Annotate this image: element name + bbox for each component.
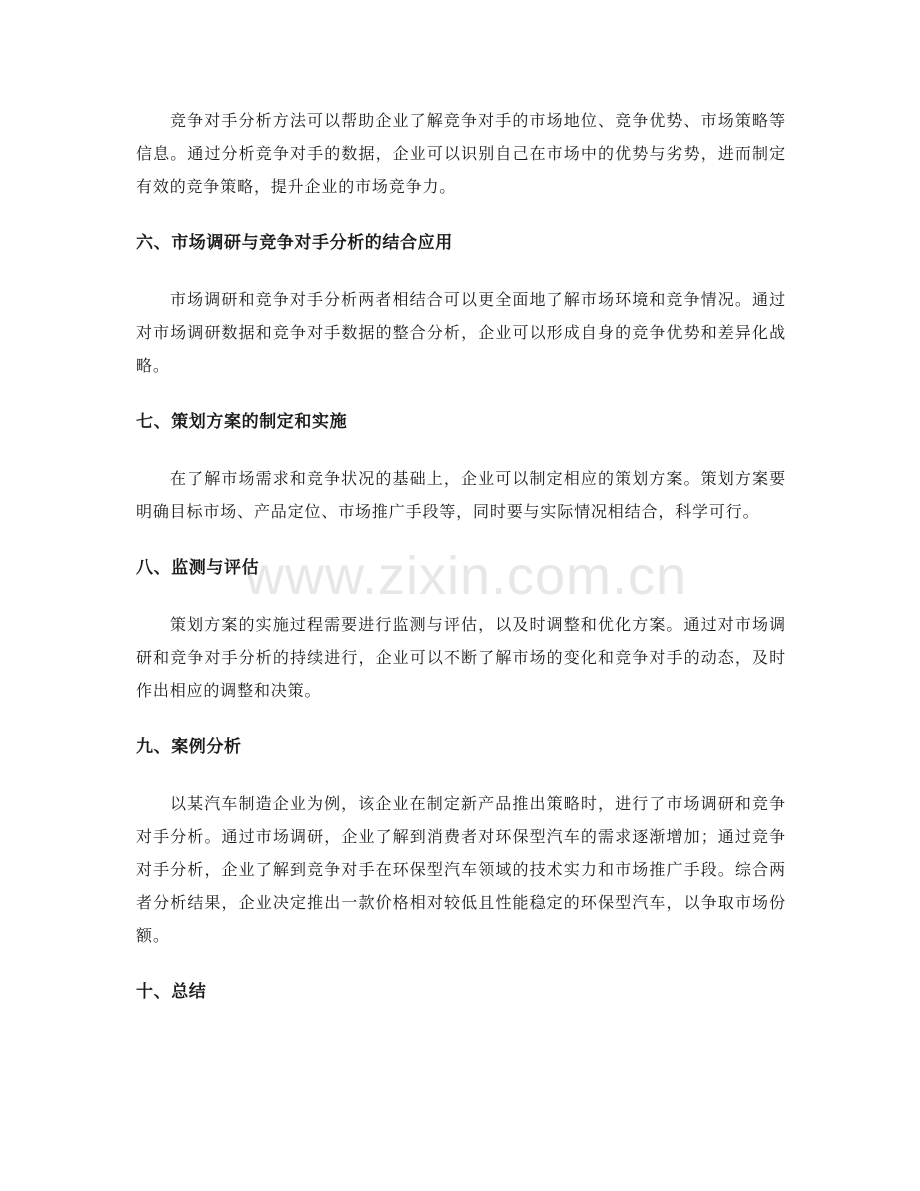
section-heading-7: 七、策划方案的制定和实施 (136, 412, 348, 432)
spacer (136, 585, 786, 608)
section-paragraph-7: 在了解市场需求和竞争状况的基础上，企业可以制定相应的策划方案。策划方案要明确目标市场、产品定位、市场推广手段等，同时要与实际情况相结合，科学可行。 (136, 469, 786, 521)
section-heading-8: 八、监测与评估 (136, 558, 260, 578)
spacer (136, 260, 786, 283)
watermark-text: www.zixin.com.cn (244, 546, 688, 606)
section-paragraph-8: 策划方案的实施过程需要进行监测与评估，以及时调整和优化方案。通过对市场调研和竞争对手分析的持续进行，企业可以不断了解市场的变化和竞争对手的动态，及时作出相应的调整和决策。 (136, 615, 786, 700)
section-paragraph-6: 市场调研和竞争对手分析两者相结合可以更全面地了解市场环境和竞争情况。通过对市场调研数据和竞争对手数据的整合分析，企业可以形成自身的竞争优势和差异化战略。 (136, 290, 786, 375)
spacer (136, 952, 786, 976)
section-paragraph-9: 以某汽车制造企业为例，该企业在制定新产品推出策略时，进行了市场调研和竞争对手分析。通过市场调研，企业了解到消费者对环保型汽车的需求逐渐增加；通过竞争对手分析，企业了解到竞争对手在环保型汽车领域的技术实力和市场推广手段。综合两者分析结果，企业决定推出一款价格相对较低且性能稳定的环保型汽车，以争取市场份额。 (136, 794, 786, 945)
section-heading-6: 六、市场调研与竞争对手分析的结合应用 (136, 233, 453, 253)
spacer (136, 439, 786, 462)
intro-paragraph: 竞争对手分析方法可以帮助企业了解竞争对手的市场地位、竞争优势、市场策略等信息。通过分析竞争对手的数据，企业可以识别自己在市场中的优势与劣势，进而制定有效的竞争策略，提升企业的市场竞争力。 (136, 111, 786, 196)
spacer (136, 203, 786, 227)
spacer (136, 528, 786, 552)
section-heading-10: 十、总结 (136, 982, 207, 1002)
spacer (136, 707, 786, 731)
section-heading-9: 九、案例分析 (136, 737, 242, 757)
spacer (136, 764, 786, 787)
document-body (136, 104, 786, 1009)
spacer (136, 382, 786, 406)
